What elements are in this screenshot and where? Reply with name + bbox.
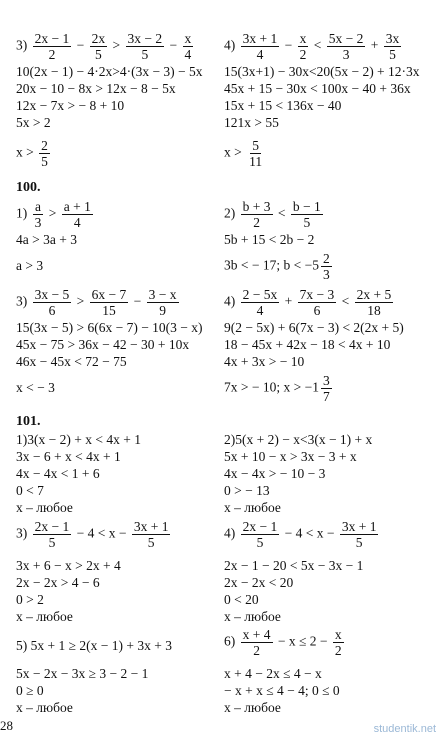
step-line: 5b + 15 < 2b − 2 bbox=[224, 232, 315, 247]
step-line: 2)5(x + 2) − x<3(x − 1) + x bbox=[224, 432, 373, 447]
step-line: 2x − 2x > 4 − 6 bbox=[16, 575, 100, 590]
step-line: 0 < 7 bbox=[16, 483, 44, 498]
answer-line: 7x > − 10; x > −1 $\frac{3}{7}$ bbox=[224, 373, 330, 404]
step-line: 20x − 10 − 8x > 12x − 8 − 5x bbox=[16, 81, 176, 96]
step-line: 2x − 1 − 20 < 5x − 3x − 1 bbox=[224, 558, 364, 573]
fraction: $\frac{2x - 1}{5}$ bbox=[34, 519, 70, 550]
fraction: $\frac{b + 3}{2}$ bbox=[242, 199, 271, 230]
section-title-101: 101. bbox=[16, 414, 41, 429]
step-line: 15(3x − 5) > 6(6x − 7) − 10(3 − x) bbox=[16, 320, 203, 335]
step-line: 18 − 45x + 42x − 18 < 4x + 10 bbox=[224, 337, 391, 352]
step-line: 4x − 4x < 1 + 6 bbox=[16, 466, 100, 481]
step-line: 5x > 2 bbox=[16, 115, 51, 130]
step-line: 5x + 10 − x > 3x − 3 + x bbox=[224, 449, 357, 464]
step-line: 9(2 − 5x) + 6(7x − 3) < 2(2x + 5) bbox=[224, 320, 404, 335]
step-line: 4a > 3a + 3 bbox=[16, 232, 77, 247]
fraction: $\frac{2x - 1}{2}$ bbox=[34, 31, 70, 62]
step-line: 2x − 2x < 20 bbox=[224, 575, 294, 590]
step-line: 1)3(x − 2) + x < 4x + 1 bbox=[16, 432, 141, 447]
step-line: 0 ≥ 0 bbox=[16, 683, 44, 698]
answer-line: a > 3 bbox=[16, 258, 44, 273]
watermark: studentik.net bbox=[373, 723, 436, 735]
step-line: 4x + 3x > − 10 bbox=[224, 354, 305, 369]
answer-line: x – любое bbox=[224, 500, 281, 515]
answer-line: x – любое bbox=[16, 700, 73, 715]
fraction: $\frac{x}{4}$ bbox=[184, 31, 192, 62]
task-number: 1) bbox=[16, 205, 28, 221]
fraction: $\frac{3 - x}{9}$ bbox=[148, 287, 177, 318]
step-line: 3x − 6 + x < 4x + 1 bbox=[16, 449, 121, 464]
fraction: $\frac{2 - 5x}{4}$ bbox=[242, 287, 278, 318]
fraction: $\frac{5x - 2}{3}$ bbox=[328, 31, 364, 62]
fraction: $\frac{3x + 1}{5}$ bbox=[341, 519, 377, 550]
step-line: 0 > − 13 bbox=[224, 483, 270, 498]
fraction: $\frac{x}{2}$ bbox=[334, 627, 342, 658]
step-line: − x + x ≤ 4 − 4; 0 ≤ 0 bbox=[224, 683, 340, 698]
answer-line: x < − 3 bbox=[16, 380, 55, 395]
task-number: 2) bbox=[224, 205, 236, 221]
answer-line: x – любое bbox=[16, 609, 73, 624]
step-line: 45x − 75 > 36x − 42 − 30 + 10x bbox=[16, 337, 190, 352]
step-line: 5) 5x + 1 ≥ 2(x − 1) + 3x + 3 bbox=[16, 638, 172, 653]
task99-4-header: 4) $\frac{3x + 1}{4}$ − $\frac{x}{2}$ < $\frac{5x - 2}{3}$ + $\frac{3x}{5}$ bbox=[224, 31, 400, 62]
step-line: 45x + 15 − 30x < 100x − 40 + 36x bbox=[224, 81, 411, 96]
task-number: 3) bbox=[16, 293, 28, 309]
step-line: 0 < 20 bbox=[224, 592, 259, 607]
task-number: 4) bbox=[224, 293, 236, 309]
fraction: $\frac{b - 1}{5}$ bbox=[292, 199, 321, 230]
answer-line: x – любое bbox=[16, 500, 73, 515]
task-number: 6) bbox=[224, 633, 236, 649]
fraction: $\frac{2}{3}$ bbox=[322, 251, 330, 282]
fraction: $\frac{a + 1}{4}$ bbox=[63, 199, 91, 230]
task-number: 4) bbox=[224, 525, 236, 541]
fraction: $\frac{x}{2}$ bbox=[299, 31, 307, 62]
step-line: 15(3x+1) − 30x<20(5x − 2) + 12·3x bbox=[224, 64, 420, 79]
fraction: $\frac{3x + 1}{4}$ bbox=[242, 31, 278, 62]
fraction: $\frac{2x}{5}$ bbox=[91, 31, 106, 62]
fraction: $\frac{3x + 1}{5}$ bbox=[133, 519, 169, 550]
answer-line: x – любое bbox=[224, 700, 281, 715]
fraction: $\frac{2x + 5}{18}$ bbox=[356, 287, 392, 318]
section-title-100: 100. bbox=[16, 180, 41, 195]
fraction: $\frac{6x - 7}{15}$ bbox=[91, 287, 127, 318]
fraction: $\frac{7x - 3}{6}$ bbox=[299, 287, 335, 318]
fraction: $\frac{3x}{5}$ bbox=[385, 31, 400, 62]
task-number: 3) bbox=[16, 37, 28, 53]
step-line: 12x − 7x > − 8 + 10 bbox=[16, 98, 125, 113]
step-line: 0 > 2 bbox=[16, 592, 44, 607]
answer-line: x – любое bbox=[224, 609, 281, 624]
fraction: $\frac{a}{3}$ bbox=[34, 199, 42, 230]
fraction: $\frac{x + 4}{2}$ bbox=[242, 627, 271, 658]
fraction: $\frac{2x - 1}{5}$ bbox=[242, 519, 278, 550]
fraction: $\frac{2}{5}$ bbox=[41, 138, 48, 169]
step-line: 15x + 15 < 136x − 40 bbox=[224, 98, 342, 113]
fraction: $\frac{3}{7}$ bbox=[322, 373, 330, 404]
step-line: 5x − 2x − 3x ≥ 3 − 2 − 1 bbox=[16, 666, 149, 681]
answer-line: x > $\frac{5}{11}$ bbox=[224, 138, 263, 169]
page-number: 28 bbox=[0, 718, 13, 733]
task-number: 4) bbox=[224, 37, 236, 53]
step-line: 121x > 55 bbox=[224, 115, 279, 130]
answer-line: x > $\frac{2}{5}$ bbox=[16, 138, 48, 169]
fraction: $\frac{5}{11}$ bbox=[249, 138, 263, 169]
step-line: 10(2x − 1) − 4·2x>4·(3x − 3) − 5x bbox=[16, 64, 203, 79]
answer-line: 3b < − 17; b < −5 $\frac{2}{3}$ bbox=[224, 251, 330, 282]
task-number: 3) bbox=[16, 525, 28, 541]
fraction: $\frac{3x - 2}{5}$ bbox=[127, 31, 163, 62]
task99-3-header: 3) $\frac{2x - 1}{2}$ − $\frac{2x}{5}$ > $\frac{3x - 2}{5}$ − $\frac{x}{4}$ bbox=[16, 31, 192, 62]
step-line: x + 4 − 2x ≤ 4 − x bbox=[224, 666, 322, 681]
step-line: 3x + 6 − x > 2x + 4 bbox=[16, 558, 121, 573]
step-line: 4x − 4x > − 10 − 3 bbox=[224, 466, 326, 481]
fraction: $\frac{3x - 5}{6}$ bbox=[34, 287, 70, 318]
textbook-page: 3) $\frac{2x - 1}{2}$ − $\frac{2x}{5}$ > $\frac{3x - 2}{5}$ − $\frac{x}{4}$ 10(2x − 1) − 4·2x>4·(3x − 3) − 5x 20x − 10 − 8x > 12x − 8 − 5x 12x − 7x > − 8 + 10 5x > 2 x > $\frac{2}{5}$ 4) $\frac{3x + 1}{4}$ − $\frac{x}{2}$ < $\frac{5x - 2}{3}$ + $\frac{3x}{5}$ 15(3x+1) − 30x<20(5x − 2) + 12·3x 45x + 15 − 30x < 100x − 40 + 36x 15x + 15 < 136x − 40 121x > 55 x > $\frac{5}{11}$ 100. 1) $\frac{a}{3}$ > $\frac{a + 1}{4}$ 4a > 3a + 3 a > 3 2) $\frac{b + 3}{2}$ < $\frac{b - 1}{5}$ 5b + 15 < 2b − 2 3b < − 17; b < −5 $\frac{2}{3}$ 3) $\frac{3x - 5}{6}$ > $\frac{6x - 7}{15}$ − $\frac{3 - x}{9}$ 15(3x − 5) > 6(6x − 7) − 10(3 − x) 45x − 75 > 36x − 42 − 30 + 10x 46x − 45x < 72 − 75 x < − 3 4) $\frac{2 - 5x}{4}$ + $\frac{7x - 3}{6}$ < $\frac{2x + 5}{18}$ 9(2 − 5x) + 6(7x − 3) < 2(2x + 5) 18 − 45x + 42x − 18 < 4x + 10 4x + 3x > − 10 7x > − 10; x > −1 $\frac{3}{7}$ 101. 1)3(x − 2) + x < 4x + 1 3x − 6 + x < 4x + 1 4x − 4x < 1 + 6 0 < 7 x – любое 2)5(x + 2) − x<3(x − 1) + x 5x + 10 − x > 3x − 3 + x 4x − 4x > − 10 − 3 0 > − 13 x – любое 3) $\frac{2x - 1}{5}$ − 4 < x − $\frac{3x + 1}{5}$ 3x + 6 − x > 2x + 4 2x − 2x > 4 − 6 0 > 2 x – любое 4) $\frac{2x - 1}{5}$ − 4 < x − $\frac{3x + 1}{5}$ 2x − 1 − 20 < 5x − 3x − 1 2x − 2x < 20 0 < 20 x – любое 5) 5x + 1 ≥ 2(x − 1) + 3x + 3 5x − 2x − 3x ≥ 3 − 2 − 1 0 ≥ 0 x – любое 6) $\frac{x + 4}{2}$ − x ≤ 2 − $\frac{x}{2}$ x + 4 − 2x ≤ 4 − x − x + x ≤ 4 − 4; 0 ≤ 0 x – любое 28 studentik.net bbox=[0, 31, 436, 735]
step-line: 46x − 45x < 72 − 75 bbox=[16, 354, 127, 369]
